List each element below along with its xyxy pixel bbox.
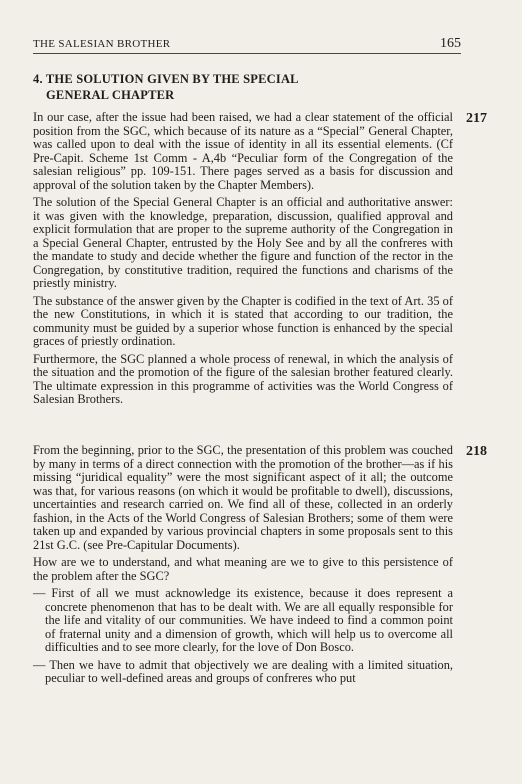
list-item: — Then we have to admit that objectively we are dealing with a limited situation, peculiar to well-defined areas and groups of confreres who put [33,657,453,685]
section-heading-line-1: 4. THE SOLUTION GIVEN BY THE SPECIAL [33,72,299,86]
paragraph: From the beginning, prior to the SGC, the presentation of this problem was couched by many in terms of a direct connection with the promotion of the brother—as if his missing “juridical equality” were the most significant aspect of it all; the outcome was that, for various reasons (on which it would be profitable to dwell), discussions, uncertainties and research carried on. We find all of these, collected in an orderly fashion, in the Acts of the World Congress of Salesian Brothers; some of them were taken up and expanded by various provincial chapters in some proposals sent to this 21st G.C. (see Pre-Capitular Documents). [33,443,453,552]
paragraph: Furthermore, the SGC planned a whole process of renewal, in which the analysis of the situation and the promotion of the figure of the salesian brother featured clearly. The ultimate expression in this programme of activities was the World Congress of Salesian Brothers. [33,351,453,406]
list-item: — First of all we must acknowledge its existence, because it does represent a concrete phenomenon that has to be dealt with. We are all equally responsible for the life and vitality of our communities. We have indeed to find a common point of fraternal unity and a dimension of growth, which will help us to overcome all difficulties and to see more clearly, for the love of Don Bosco. [33,586,453,654]
section-217-body [33,111,453,411]
margin-number-217: 217 [466,111,487,126]
paragraph: The substance of the answer given by the Chapter is codified in the text of Art. 35 of the new Constitutions, in which it is stated that according to our tradition, the community must be guided by a superior whose function is enhanced by the special graces of priestly ordination. [33,293,453,348]
section-heading [33,71,453,103]
running-head [33,36,461,54]
section-heading-line-2: GENERAL CHAPTER [46,88,175,102]
paragraph: How are we to understand, and what meaning are we to give to this persistence of the problem after the SGC? [33,555,453,583]
paragraph: The solution of the Special General Chapter is an official and authoritative answer: it was given with the knowledge, preparation, discussion, qualified approval and explicit formulation that are proper to the supreme authority of the Congregation in a Special General Chapter, entrusted by the Holy See and by all the confreres with the mandate to study and decide whether the figure and function of the rector in the Congregation, by constitutive tradition, required the functions and charisms of the priestly ministry. [33,195,453,290]
page-number: 165 [440,36,461,51]
running-head-title: THE SALESIAN BROTHER [33,38,171,50]
section-218-body [33,444,453,690]
margin-number-218: 218 [466,444,487,459]
paragraph: In our case, after the issue had been raised, we had a clear statement of the official position from the SGC, which because of its nature as a “Special” General Chapter, was called upon to deal with the issue of identity in all its essential elements. (Cf Pre-Capit. Scheme 1st Comm - A,4b “Peculiar form of the Congregation of the salesian religious” pp. 109-151. There pages served as a basis for discussion and approval of the solution taken by the Chapter Members). [33,110,453,192]
